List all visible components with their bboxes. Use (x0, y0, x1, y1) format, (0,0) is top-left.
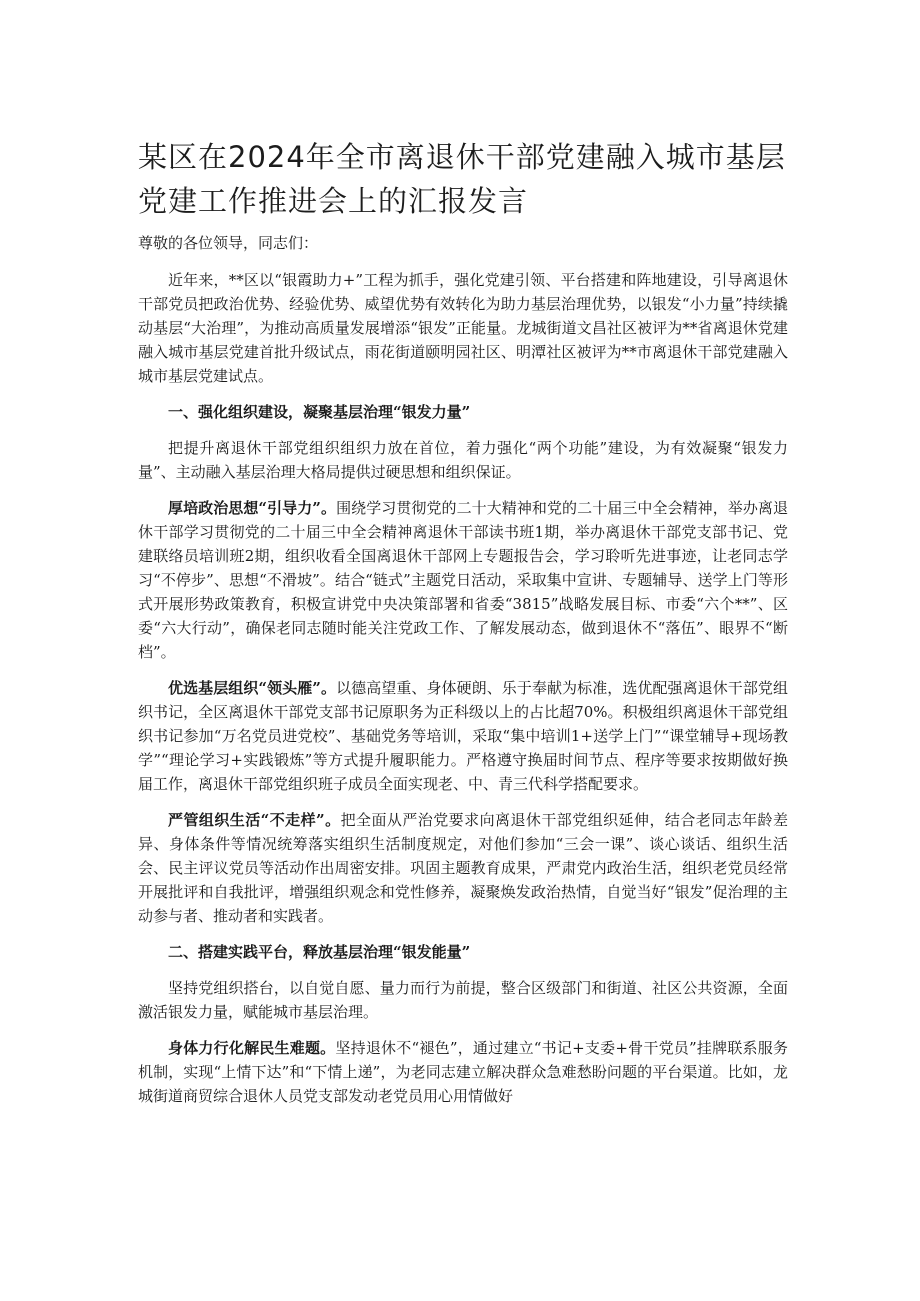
section-1-heading: 一、强化组织建设，凝聚基层治理“银发力量” (168, 403, 471, 421)
paragraph-body: 以德高望重、身体硬朗、乐于奉献为标准，选优配强离退休干部党组织书记，全区离退休干部党支部书记原职务为正科级以上的占比超70%。积极组织离退休干部党组织书记参加“万名党员进党校”、基础党务等培训，采取“集中培训1+送学上门”“课堂辅导+现场教学”“理论学习+实践锻炼”等方式提升履职能力。严格遵守换届时间节点、程序等要求按期做好换届工作，离退休干部党组织班子成员全面实现老、中、青三代科学搭配要求。 (138, 679, 788, 793)
section-2-heading: 二、搭建实践平台，释放基层治理“银发能量” (168, 943, 471, 961)
paragraph-lead: 厚培政治思想“引导力”。 (168, 499, 337, 517)
greeting: 尊敬的各位领导，同志们： (138, 234, 319, 252)
section-2-intro: 坚持党组织搭台，以自觉自愿、量力而行为前提，整合区级部门和街道、社区公共资源，全面激活银发力量，赋能城市基层治理。 (138, 979, 788, 1021)
paragraph-body: 围绕学习贯彻党的二十大精神和党的二十届三中全会精神，举办离退休干部学习贯彻党的二十届三中全会精神离退休干部读书班1期，举办离退休干部党支部书记、党建联络员培训班2期，组织收看全国离退休干部网上专题报告会，学习聆听先进事迹，让老同志学习“不停步”、思想“不滑坡”。结合“链式”主题党日活动，采取集中宣讲、专题辅导、送学上门等形式开展形势政策教育，积极宣讲党中央决策部署和省委“3815”战略发展目标、市委“六个**”、区委“六大行动”，确保老同志随时能关注党政工作、了解发展动态，做到退休不“落伍”、眼界不“断档”。 (138, 499, 788, 661)
document-title: 某区在2024年全市离退休干部党建融入城市基层党建工作推进会上的汇报发言 (138, 140, 786, 218)
section-1-paragraph-3 (138, 808, 788, 928)
section-2-paragraph-1 (138, 1036, 788, 1108)
section-1-paragraph-2 (138, 676, 788, 796)
paragraph-body: 坚持退休不“褪色”，通过建立“书记+支委+骨干党员”挂牌联系服务机制，实现“上情下达”和“下情上递”，为老同志建立解决群众急难愁盼问题的平台渠道。比如，龙城街道商贸综合退休人员党支部发动老党员用心用情做好 (138, 1039, 788, 1105)
paragraph-body: 把全面从严治党要求向离退休干部党组织延伸，结合老同志年龄差异、身体条件等情况统筹落实组织生活制度规定，对他们参加“三会一课”、谈心谈话、组织生活会、民主评议党员等活动作出周密安排。巩固主题教育成果，严肃党内政治生活，组织老党员经常开展批评和自我批评，增强组织观念和党性修养，凝聚焕发政治热情，自觉当好“银发”促治理的主动参与者、推动者和实践者。 (138, 811, 788, 925)
paragraph-lead: 优选基层组织“领头雁”。 (168, 679, 337, 697)
paragraph-lead: 严管组织生活“不走样”。 (168, 811, 341, 829)
section-1-intro: 把提升离退休干部党组织组织力放在首位，着力强化“两个功能”建设，为有效凝聚“银发力量”、主动融入基层治理大格局提供过硬思想和组织保证。 (138, 439, 788, 481)
document-page (138, 135, 788, 1120)
paragraph-lead: 身体力行化解民生难题。 (168, 1039, 336, 1057)
intro-paragraph: 近年来，**区以“银霞助力+”工程为抓手，强化党建引领、平台搭建和阵地建设，引导离退休干部党员把政治优势、经验优势、威望优势有效转化为助力基层治理优势，以银发“小力量”持续撬动基层“大治理”，为推动高质量发展增添“银发”正能量。龙城街道文昌社区被评为**省离退休党建融入城市基层党建首批升级试点，雨花街道颐明园社区、明潭社区被评为**市离退休干部党建融入城市基层党建试点。 (138, 271, 788, 385)
section-1-paragraph-1 (138, 496, 788, 664)
